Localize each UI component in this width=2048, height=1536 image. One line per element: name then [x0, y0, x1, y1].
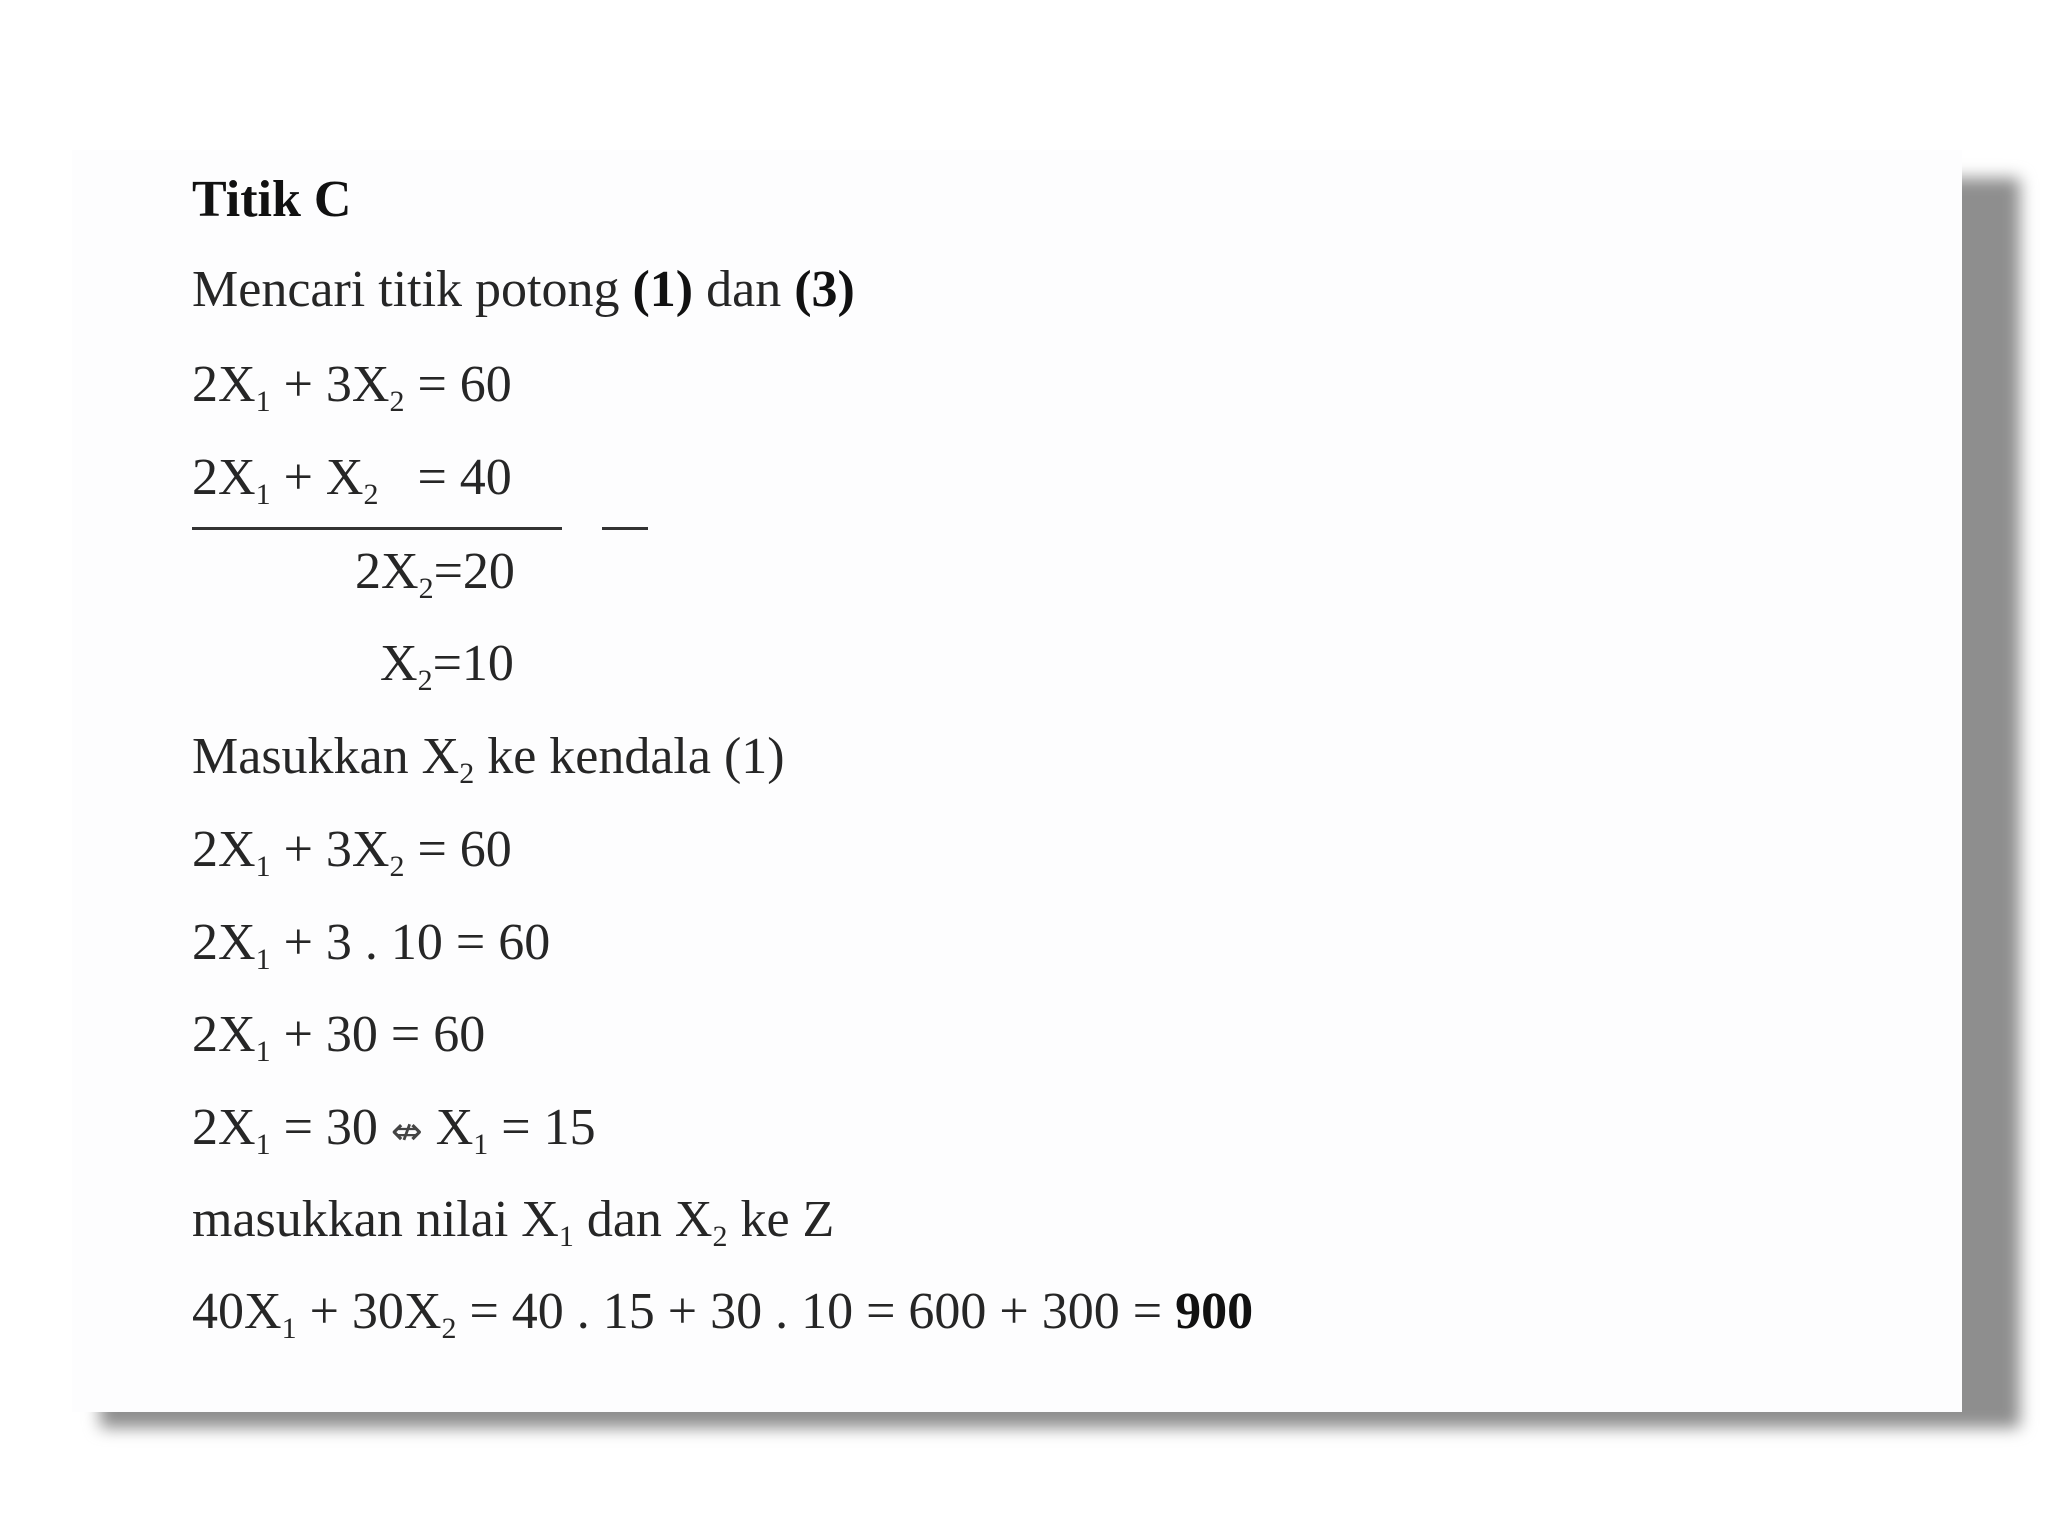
step1-part-c: = 60: [404, 821, 512, 878]
intro-and: dan: [706, 261, 782, 318]
substitute-part-b: ke kendala (1): [474, 728, 785, 785]
eq2-sub-2: 2: [363, 478, 379, 511]
step4-sub-2: 1: [473, 1128, 489, 1161]
step2-part-a: 2X: [192, 914, 256, 971]
diff1-part-a: 2X: [355, 543, 419, 600]
step1-sub-1: 1: [255, 850, 271, 883]
eq2-part-a: 2X: [192, 449, 256, 506]
intro-ref-b: (3): [794, 261, 855, 318]
eq2-sub-1: 1: [255, 478, 271, 511]
step1-part-b: + 3X: [270, 821, 390, 878]
step3-part-a: 2X: [192, 1006, 256, 1063]
step1-part-a: 2X: [192, 821, 256, 878]
result-part-a: 40X: [192, 1283, 282, 1340]
zline-part-b: dan X: [573, 1191, 713, 1248]
substitute-part-a: Masukkan X: [192, 728, 460, 785]
step4-sub-1: 1: [255, 1128, 271, 1161]
result-part-b: + 30X: [296, 1283, 442, 1340]
step-2: [192, 913, 551, 976]
diff1-sub: 2: [418, 572, 434, 605]
step-1: [192, 820, 512, 883]
step2-sub: 1: [255, 943, 271, 976]
diff2-sub: 2: [417, 664, 433, 697]
intro-text: Mencari titik potong: [192, 261, 620, 318]
step4-part-c: X: [422, 1099, 474, 1156]
minus-operator: [602, 527, 648, 530]
intro-ref-a: (1): [632, 261, 694, 318]
diff2-part-b: =10: [432, 635, 514, 692]
intro-line: [192, 260, 855, 320]
document-card: [72, 150, 1962, 1412]
eq1-part-b: + 3X: [270, 356, 390, 413]
zline-sub-2: 2: [712, 1220, 728, 1253]
difference-line-2: [380, 634, 514, 697]
zline-part-a: masukkan nilai X: [192, 1191, 559, 1248]
result-part-c: = 40 . 15 + 30 . 10 = 600 + 300 =: [456, 1283, 1176, 1340]
result-sub-1: 1: [281, 1312, 297, 1345]
eq2-part-c: = 40: [378, 449, 512, 506]
equivalence-arrow-icon: ⇎: [390, 1109, 423, 1153]
substitute-sub: 2: [459, 757, 475, 790]
eq1-sub-2: 2: [389, 385, 405, 418]
step-3: [192, 1005, 486, 1068]
step3-sub: 1: [255, 1035, 271, 1068]
z-substitute-line: [192, 1190, 835, 1253]
eq1-part-c: = 60: [404, 356, 512, 413]
diff1-part-b: =20: [433, 543, 515, 600]
substitute-line: [192, 727, 785, 790]
step4-part-a: 2X: [192, 1099, 256, 1156]
zline-sub-1: 1: [558, 1220, 574, 1253]
eq1-part-a: 2X: [192, 356, 256, 413]
eq1-sub-1: 1: [255, 385, 271, 418]
result-value: 900: [1175, 1283, 1254, 1340]
equation-1: [192, 355, 512, 418]
result-line: [192, 1282, 1254, 1345]
step2-part-b: + 3 . 10 = 60: [270, 914, 551, 971]
subtraction-rule: [192, 527, 562, 530]
diff2-part-a: X: [380, 635, 418, 692]
difference-line-1: [355, 542, 515, 605]
result-sub-2: 2: [441, 1312, 457, 1345]
equation-2: [192, 448, 512, 511]
step-4: [192, 1098, 596, 1161]
section-heading: Titik C: [192, 171, 352, 228]
step1-sub-2: 2: [389, 850, 405, 883]
step3-part-b: + 30 = 60: [270, 1006, 486, 1063]
step4-part-b: = 30: [270, 1099, 391, 1156]
step4-part-d: = 15: [488, 1099, 596, 1156]
eq2-part-b: + X: [270, 449, 364, 506]
zline-part-c: ke Z: [727, 1191, 835, 1248]
